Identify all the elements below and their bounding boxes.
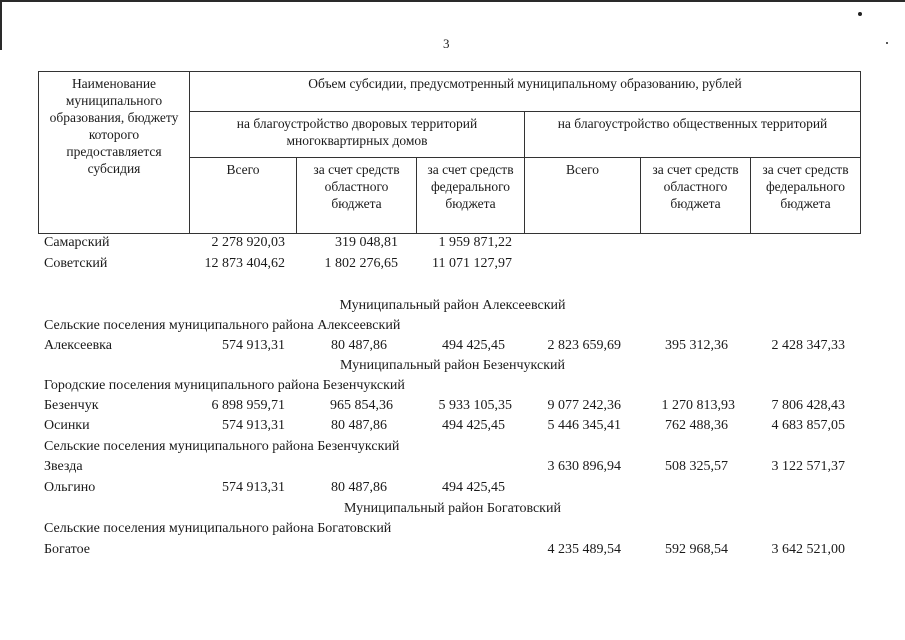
table-row xyxy=(0,398,905,418)
public-federal: 3 122 571,37 xyxy=(771,459,845,474)
row-name: Богатое xyxy=(44,542,90,557)
settlement-group-heading: Сельские поселения муниципального района Богатовский xyxy=(44,521,392,536)
yards-total: 574 913,31 xyxy=(222,480,285,495)
public-total: 3 630 896,94 xyxy=(547,459,621,474)
yards-regional: 965 854,36 xyxy=(330,398,393,413)
public-federal: 3 642 521,00 xyxy=(771,542,845,557)
district-heading: Муниципальный район Безенчукский xyxy=(339,358,565,373)
row-name: Безенчук xyxy=(44,398,99,413)
row-name: Самарский xyxy=(44,235,110,250)
page-left-border xyxy=(0,0,2,50)
public-federal: 4 683 857,05 xyxy=(771,418,845,433)
table-row xyxy=(0,256,905,276)
yards-federal: 494 425,45 xyxy=(442,418,505,433)
yards-total: 6 898 959,71 xyxy=(211,398,285,413)
yards-regional: 1 802 276,65 xyxy=(324,256,398,271)
settlement-group-heading: Сельские поселения муниципального района Алексеевский xyxy=(44,318,401,333)
table-row xyxy=(0,480,905,500)
row-name: Алексеевка xyxy=(44,338,112,353)
public-federal: 2 428 347,33 xyxy=(771,338,845,353)
header-public-territories: на благоустройство общественных территорий xyxy=(525,112,861,158)
yards-federal: 494 425,45 xyxy=(442,338,505,353)
public-total: 4 235 489,54 xyxy=(547,542,621,557)
header-public-regional: за счет средств областного бюджета xyxy=(641,158,751,234)
public-regional: 592 968,54 xyxy=(665,542,728,557)
table-row xyxy=(0,459,905,479)
header-subsidy-volume: Объем субсидии, предусмотренный муниципальному образованию, рублей xyxy=(190,72,861,112)
table-row xyxy=(0,338,905,358)
page-top-border xyxy=(0,0,905,2)
subsidy-table-header xyxy=(38,71,861,234)
public-regional: 508 325,57 xyxy=(665,459,728,474)
public-regional: 395 312,36 xyxy=(665,338,728,353)
table-row xyxy=(0,418,905,438)
header-yards-regional: за счет средств областного бюджета xyxy=(297,158,417,234)
yards-total: 12 873 404,62 xyxy=(204,256,285,271)
row-name: Звезда xyxy=(44,459,83,474)
yards-federal: 11 071 127,97 xyxy=(432,256,512,271)
yards-total: 574 913,31 xyxy=(222,338,285,353)
public-regional: 762 488,36 xyxy=(665,418,728,433)
yards-regional: 319 048,81 xyxy=(335,235,398,250)
public-total: 2 823 659,69 xyxy=(547,338,621,353)
table-row xyxy=(0,542,905,562)
district-heading: Муниципальный район Алексеевский xyxy=(339,298,566,313)
district-heading: Муниципальный район Богатовский xyxy=(344,501,561,516)
row-name: Осинки xyxy=(44,418,90,433)
public-total: 5 446 345,41 xyxy=(547,418,621,433)
public-federal: 7 806 428,43 xyxy=(771,398,845,413)
yards-regional: 80 487,86 xyxy=(331,480,387,495)
settlement-group-heading: Сельские поселения муниципального района Безенчукский xyxy=(44,439,400,454)
header-yards-total: Всего xyxy=(190,158,297,234)
row-name: Ольгино xyxy=(44,480,96,495)
header-municipality: Наименование муниципального образования, бюджету которого предоставляется субсидия xyxy=(39,72,190,234)
yards-federal: 5 933 105,35 xyxy=(438,398,512,413)
header-public-total: Всего xyxy=(525,158,641,234)
header-public-federal: за счет средств федерального бюджета xyxy=(751,158,861,234)
table-row xyxy=(0,235,905,255)
yards-regional: 80 487,86 xyxy=(331,338,387,353)
page-number: 3 xyxy=(443,36,450,51)
public-total: 9 077 242,36 xyxy=(547,398,621,413)
yards-federal: 494 425,45 xyxy=(442,480,505,495)
scan-speck xyxy=(886,42,888,44)
scan-speck xyxy=(858,12,862,16)
row-name: Советский xyxy=(44,256,108,271)
yards-total: 574 913,31 xyxy=(222,418,285,433)
yards-federal: 1 959 871,22 xyxy=(438,235,512,250)
settlement-group-heading: Городские поселения муниципального района Безенчукский xyxy=(44,378,405,393)
yards-regional: 80 487,86 xyxy=(331,418,387,433)
public-regional: 1 270 813,93 xyxy=(661,398,735,413)
yards-total: 2 278 920,03 xyxy=(211,235,285,250)
header-yard-territories: на благоустройство дворовых территорий многоквартирных домов xyxy=(190,112,525,158)
header-yards-federal: за счет средств федерального бюджета xyxy=(417,158,525,234)
